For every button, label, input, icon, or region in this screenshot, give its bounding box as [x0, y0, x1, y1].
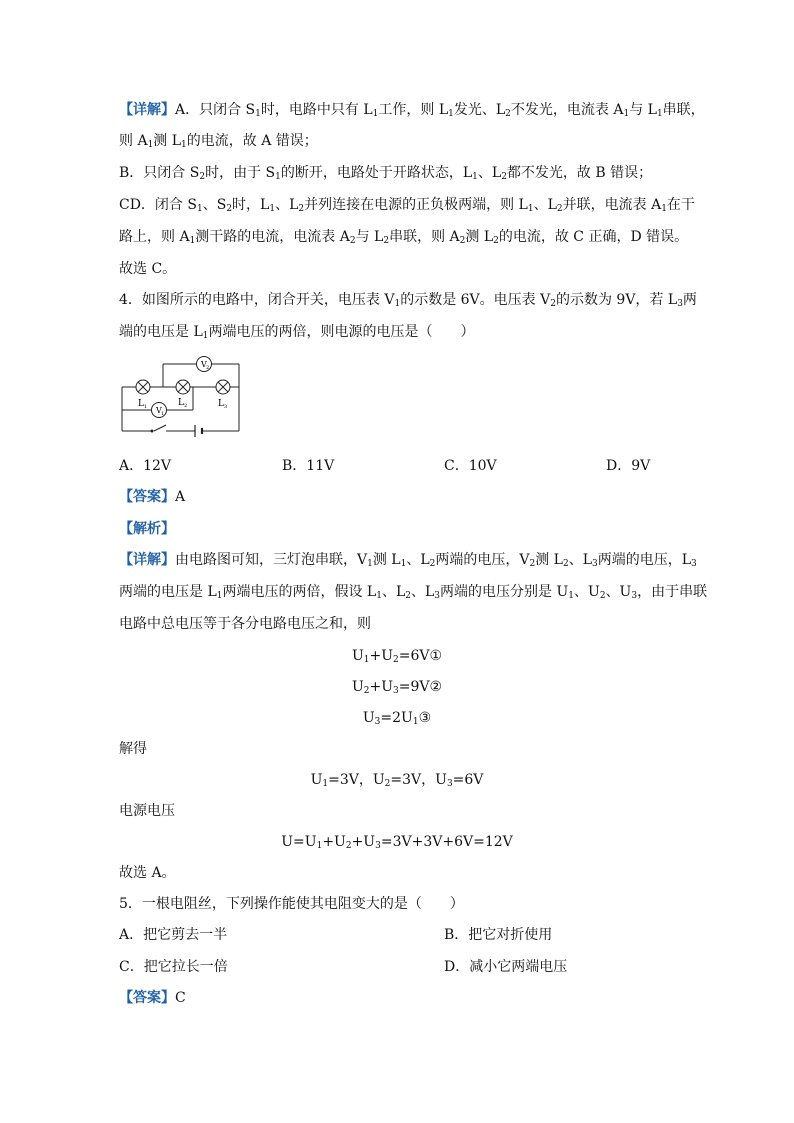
q4-analysis-tag — [119, 519, 175, 539]
l2-label: L — [178, 398, 184, 408]
q4-answer — [119, 487, 185, 507]
prev-detail-line-4: CD．闭合 $S_1$、$S_2$时，$L_1$、$L_2$并列连接在电源的正负极两端，则 $L_1$、$L_2$并联，电流表 $A_1$在干 — [119, 197, 695, 214]
q4-option-a: A．12V — [119, 458, 172, 474]
q4-detail-line-1: 【详解】由电路图可知，三灯泡串联，$V_1$测 $L_1$、$L_2$两端的电压，$V_2$测 $L_2$、$L_3$两端的电压，$L_3$ — [119, 552, 697, 569]
equation-2: $U_2+U_3=9V②$ — [351, 679, 443, 696]
v2-sub: 2 — [206, 365, 210, 371]
l2-sub: 2 — [184, 403, 188, 409]
lamp-l2-icon — [176, 380, 190, 394]
q5-option-a: A．把它剪去一半 — [119, 927, 228, 943]
lamp-l3-icon — [216, 380, 230, 394]
answer-tag: 【答案】 — [119, 990, 175, 1006]
detail-tag: 【详解】 — [119, 552, 175, 568]
detail-tag: 【详解】 — [119, 102, 175, 118]
prev-detail-line-5: 路上，则 $A_1$测干路的电流，电流表 $A_2$与 $L_2$串联，则 $A_2$测 $L_2$的电流，故 C 正确，D 错误。 — [119, 229, 689, 246]
lamp-l1-icon — [136, 380, 150, 394]
q4-option-d: D．9V — [606, 458, 651, 474]
q5-option-b: B．把它对折使用 — [444, 927, 553, 943]
q4-conclusion: 故选 A。 — [119, 865, 176, 881]
circuit-diagram — [118, 355, 244, 437]
v1-label: V — [156, 406, 162, 415]
equation-1: $U_1+U_2=6V①$ — [351, 648, 443, 665]
v1-sub: 1 — [161, 411, 165, 417]
answer-tag: 【答案】 — [119, 489, 175, 505]
v2-label: V — [201, 360, 207, 369]
analysis-tag: 【解析】 — [119, 521, 175, 537]
answer-value: C — [175, 990, 186, 1006]
q4-detail-line-3: 电路中总电压等于各分电路电压之和，则 — [119, 616, 371, 632]
solve-label: 解得 — [119, 741, 147, 757]
l3-label: L — [218, 399, 224, 409]
prev-conclusion: 故选 C。 — [119, 261, 177, 277]
l1-label: L — [138, 399, 144, 409]
q5-stem: 5．一根电阻丝，下列操作能使其电阻变大的是（ ） — [119, 896, 464, 912]
q4-stem-line-2: 端的电压是 $L_1$两端电压的两倍，则电源的电压是（ ） — [119, 324, 475, 341]
q4-stem-line-1: 4．如图所示的电路中，闭合开关，电压表 $V_1$的示数是 6V。电压表 $V_2$的示数为 9V，若 $L_3$两 — [119, 292, 697, 309]
prev-detail-line-2: 则 $A_1$测 $L_1$的电流，故 A 错误； — [119, 133, 318, 150]
q4-detail-line-2: 两端的电压是 $L_1$两端电压的两倍，假设 $L_1$、$L_2$、$L_3$两端的电压分别是 $U_1$、$U_2$、$U_3$，由于串联 — [119, 584, 708, 601]
switch-pivot — [151, 430, 154, 433]
equation-3: $U_3=2U_1③$ — [362, 710, 432, 727]
solution-equation: $U_1=3V$，$U_2=3V$，$U_3=6V$ — [310, 772, 484, 789]
source-voltage-equation: $U=U_1+U_2+U_3=3V+3V+6V=12V$ — [281, 834, 513, 851]
q5-option-c: C．把它拉长一倍 — [119, 959, 228, 975]
q5-option-d: D．减小它两端电压 — [444, 959, 568, 975]
q4-option-b: B．11V — [282, 458, 335, 474]
q4-option-c: C．10V — [444, 458, 497, 474]
prev-detail-line-1: 【详解】A．只闭合 $S_1$时，电路中只有 $L_1$工作，则 $L_1$发光、$L_2$不发光，电流表 $A_1$与 $L_1$串联， — [119, 102, 705, 119]
prev-detail-line-3: B．只闭合 $S_2$时，由于 $S_1$的断开，电路处于开路状态，$L_1$、$L_2$都不发光，故 B 错误； — [119, 165, 653, 182]
answer-value: A — [175, 489, 186, 505]
q5-answer — [119, 988, 186, 1008]
l3-sub: 3 — [224, 404, 228, 410]
l1-sub: 1 — [144, 404, 148, 410]
source-voltage-label: 电源电压 — [119, 803, 175, 819]
